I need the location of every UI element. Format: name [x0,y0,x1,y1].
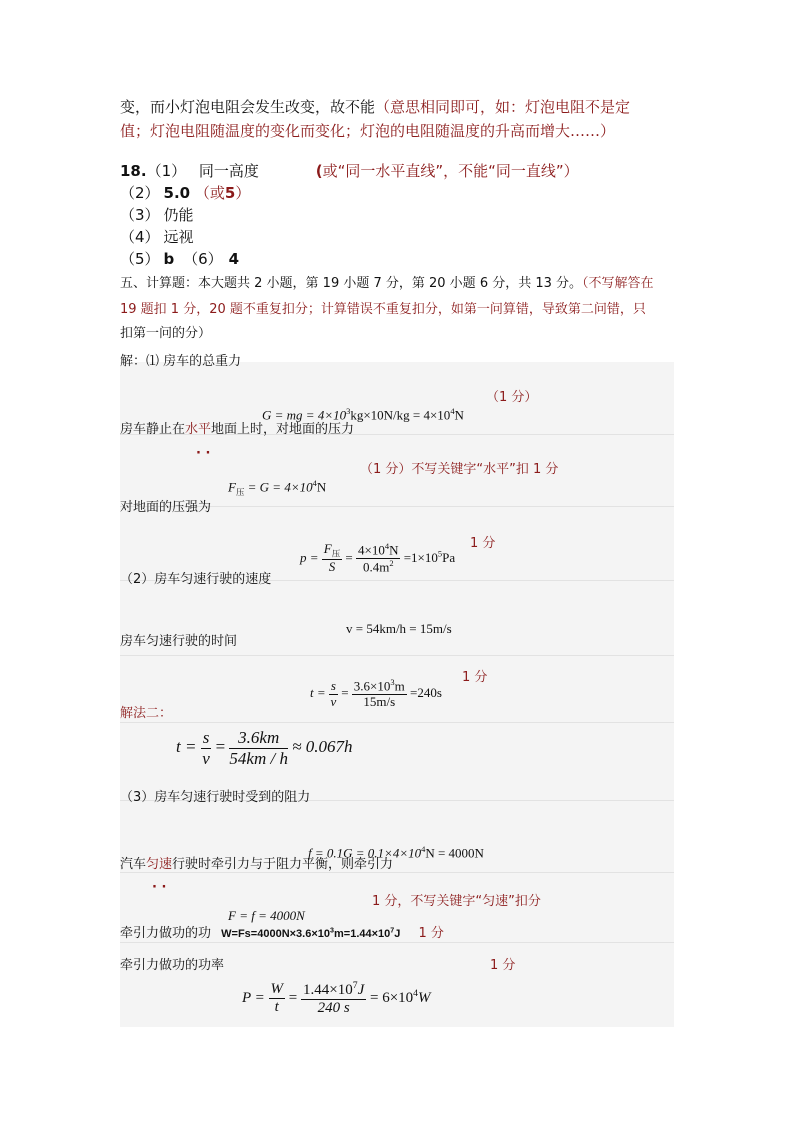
force-score: （1 分）不写关键字“水平”扣 1 分 [360,462,559,477]
power-result-unit: W [418,990,431,1007]
q18-part3 [120,204,194,225]
pressure-score: 1 分 [470,536,496,551]
t-den2: 15m/s [363,694,396,710]
pressure-result-unit: Pa [442,549,456,565]
t-num2-unit: m [394,678,405,694]
force-symbol: F [228,479,236,495]
power-result-exp: 4 [413,988,419,1000]
t2-num2: 3.6km [229,728,288,749]
traction-score: 1 分，不写关键字“匀速”扣分 [372,894,541,909]
section5-note: （不写解答在 [582,276,654,291]
traction-text [120,853,393,872]
force-formula-b: = G = 4×10 [244,479,313,495]
power-num1: W [269,981,286,999]
power-den2: 240 s [317,1000,350,1017]
time-formula-2: t = $\frac{s}{v}$ = $\frac{3.6km}{54km / h}$ ≈ 0.067h [176,728,353,768]
speed-formula: v = 54km/h = 15m/s [346,621,452,636]
work-exp2: 7 [390,926,395,935]
q18-number: 18. [120,162,147,180]
panel-divider [120,942,674,943]
p-den2: 0.4m [362,559,390,575]
power-num2-exp: 7 [352,980,358,991]
time-formula: t = $\frac{s}{v}$ = $\frac{3.6\times 10^3m}{15m/s}$ =240s [310,677,442,710]
time2-result: ≈ 0.067h [292,736,353,756]
q18-p6-label: （6） [183,250,223,268]
force-unit: N [316,479,327,495]
q18-p3-answer: 仍能 [163,206,194,224]
intro-line-2: 值；灯泡电阻随温度的变化而变化；灯泡的电阻随温度的升高而增大……） [120,122,616,140]
method-two-label: 解法二： [120,706,173,721]
pf-text-a: 房车静止在 [120,422,186,437]
t-num2: 3.6×10 [353,678,391,694]
pressure-text: 对地面的压强为 [120,500,212,515]
time-result: =240s [409,685,442,701]
q18-p2-note-close: ） [235,184,251,202]
traction-text-a: 汽车 [120,857,147,872]
time2-fraction-2 [229,728,288,768]
power-fraction-1 [269,981,286,1017]
power-fraction-2 [301,980,366,1018]
gravity-unit: N [454,407,464,423]
q18-part5-6 [120,248,239,269]
q18-p2-label: （2） [120,184,160,202]
power-result: = 6×10 [370,990,414,1007]
emphasis-dots-2: · · [152,880,167,895]
power-formula: P = $\frac{W}{t}$ = $\frac{1.44\times 10^7J}{240 s}$ = $6\times 10^4W$ [242,980,431,1017]
pressure-formula: p = $\frac{F_压}{S}$ = $\frac{4\times 10^4N}{0.4m^2}$ $=1\times 10^5Pa$ [300,541,456,575]
power-lhs: P = [242,990,265,1007]
pf-text-c: 地面上时，对地面的压力 [211,422,355,437]
panel-divider [120,655,674,656]
p-num1-sub: 压 [331,548,341,559]
p-num2: 4×10 [358,542,385,558]
q18-p5-label: （5） [120,250,160,268]
power-den1: t [274,999,279,1016]
t-num1: s [330,677,336,693]
gravity-formula-b: kg×10N/kg = 4×10 [350,407,451,423]
work-score: 1 分 [418,926,444,941]
q18-part1 [120,160,579,181]
power-text: 牵引力做功的功率 [120,958,225,973]
t2-num1: s [202,728,210,747]
work-formula-b: m=1.44×10 [334,928,391,940]
pressure-lhs: p = [300,549,319,565]
power-num2-unit: J [357,982,365,998]
gravity-exp: 3 [346,406,351,416]
work-exp: 3 [330,926,334,935]
q18-p6-answer: 4 [228,250,240,268]
q18-p5-answer: b [163,250,175,268]
t2-den1: v [202,748,210,768]
t-den1: v [330,693,337,709]
q18-p1-answer: 同一高度 [198,162,259,180]
p-num2-exp: 4 [384,541,390,551]
pressure-force-text [120,418,354,437]
time-fraction-1 [329,679,338,710]
p-num2-unit: N [389,542,399,558]
q18-p4-answer: 远视 [163,228,194,246]
work-text: 牵引力做功的功 [120,926,212,941]
work-formula [221,928,400,940]
intro-line-1 [120,96,630,117]
solution-intro: 解：⑴ 房车的总重力 [120,354,242,369]
gravity-exp2: 4 [450,406,455,416]
gravity-score: （1 分） [486,390,538,405]
intro-note: （意思相同即可，如：灯泡电阻不是定 [375,98,631,116]
pressure-result-exp: 5 [437,548,443,559]
panel-divider [120,872,674,873]
time-text: 房车匀速行驶的时间 [120,634,238,649]
section5-note-line2 [120,298,646,317]
q18-p3-label: （3） [120,206,160,224]
force-formula [228,478,326,498]
time-fraction-2 [352,678,407,710]
resistance-exp: 4 [421,844,426,854]
q18-p4-label: （4） [120,228,160,246]
work-formula-c: J [394,928,401,940]
work-line [120,922,444,941]
p-num1: F [323,541,332,557]
t-num2-exp: 3 [390,677,395,687]
pressure-fraction-1 [322,542,342,575]
speed-text: （2）房车匀速行驶的速度 [120,572,272,587]
section5-note-2: 19 题扣 1 分，20 题不重复扣分；计算错误不重复扣分，如第一问算错，导致第二问错，只 [120,302,646,317]
resistance-formula-a: f = 0.1G = 0.1×4×10 [308,845,422,861]
traction-keyword: 匀速 [146,857,173,872]
t2-den2: 54km / h [229,748,288,768]
pressure-result: =1×10 [403,549,438,565]
traction-formula: F = f = 4000N [228,908,305,923]
section5-note-line3: 扣第一问的分） [120,326,212,341]
q18-p2-answer: 5.0 [163,184,191,202]
time2-fraction-1 [201,728,212,768]
emphasis-dots: · · [196,446,211,461]
section5-heading: 五、计算题：本大题共 2 小题，第 19 小题 7 分，第 20 小题 6 分，共 13 分。 [120,276,583,291]
time2-lhs: t = [176,736,197,756]
gravity-formula-a: G = mg = 4×10 [262,407,347,423]
q18-p2-note-value: 5 [224,184,236,202]
time-lhs: t = [310,685,326,701]
force-exp: 4 [312,478,317,488]
pressure-fraction-2 [356,542,400,576]
work-formula-a: W=Fs=4000N×3.6×10 [221,928,331,940]
q18-p1-label: （1） [146,162,187,180]
pf-keyword: 水平 [185,422,212,437]
q18-p1-note: 或“同一水平直线”，不能“同一直线”） [322,162,579,180]
resistance-unit: N = 4000N [425,845,484,861]
q18-p1-note-open: ( [315,162,323,180]
intro-text: 变，而小灯泡电阻会发生改变，故不能 [120,98,376,116]
q18-p2-note: （或 [194,184,225,202]
q18-part4 [120,226,194,247]
p-den2-exp: 2 [389,558,394,569]
time-score: 1 分 [462,670,488,685]
panel-divider [120,722,674,723]
q18-part2 [120,182,250,203]
power-score: 1 分 [490,958,516,973]
traction-text-c: 行驶时牵引力与于阻力平衡，则牵引力 [172,857,394,872]
section5-heading-line [120,272,654,291]
resistance-text: （3）房车匀速行驶时受到的阻力 [120,790,311,805]
force-sub: 压 [235,486,245,497]
power-num2: 1.44×10 [302,982,353,998]
p-den1: S [328,559,336,575]
